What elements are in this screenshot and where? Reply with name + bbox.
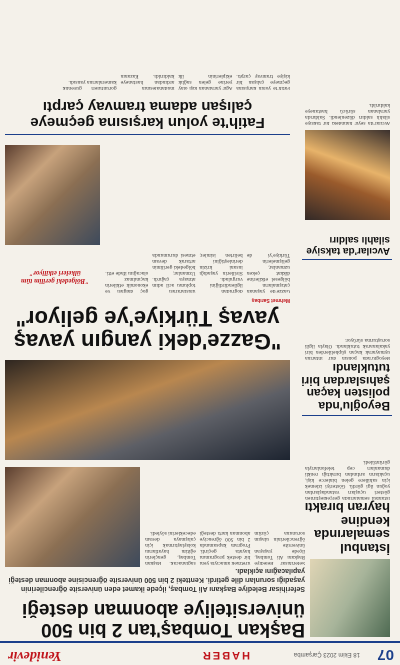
divider — [5, 134, 290, 135]
headline-istanbul: İstanbul semalarında kendine hayran bıraktı — [304, 500, 390, 556]
body-istanbul: İstanbul semalarında gerçekleştirilen gösteri uçuşları vatandaşlardan yoğun ilgi gördü. Gösteriyi izlemek için sahillere gelen binlerce kişi, uçakların ardından bıraktığı renkli dumanları cep telefonlarıyla görüntüledi. — [305, 459, 390, 500]
headline-police: Beyoğlu'nda polisten kaçan şahıslardan biri tutuklandı — [301, 361, 390, 413]
body-avcilar: Avcılar'da seyir halindeki bir taksiye silahlı saldırı düzenlendi. Saldırıda yaralanan sürücü hastaneye kaldırıldı. — [305, 102, 390, 125]
byline-gaza: Mehmet Sarıbaş — [251, 297, 290, 303]
pullquote-gaza: "Bölgedeki gerilim tüm ülkeleri etkiliyor" — [20, 269, 90, 285]
headline-top: Başkan Tombaş'tan 2 bin 500 üniversiteliye abonman desteği — [22, 599, 305, 640]
section-label: HABER — [200, 649, 250, 661]
body-bottom: Fatih'te yolun karşısına geçmeye çalışan bir kişiye tramvay çarptı. Ağır yaralanan kişi olay yerine gelen sağlık ekiplerinin ilk müdahalesinin ardından hastaneye kaldırıldı. Kazanın görüntüleri güvenlik kameralarına yansıdı. — [62, 73, 290, 90]
brand-logo: Yenidevir — [8, 648, 62, 663]
headline-gaza: "Gazze'deki yangın yavaş yavaş Türkiye'ye geliyor" — [13, 305, 282, 354]
headline-avcilar: Avcılar'da taksiye silahlı saldırı — [306, 234, 390, 256]
dateline: 18 Ekim 2023 Çarşamba — [293, 651, 360, 657]
photo-top — [5, 467, 140, 567]
photo-gaza — [5, 360, 290, 460]
headline-bottom: Fatih'te yolun karşısına geçmeye çalışan adama tramvay çarptı — [30, 98, 265, 131]
photo-gaza-small — [5, 145, 100, 245]
deck-top: Seferihisar Belediye Başkanı Ali Tombaş, ilçede ikamet eden üniversite öğrencilerinin yaşadığı sorunları dile getirdi. Kentteki 2 bin 500 üniversite öğrencisine abonman desteği yapılacağını açıkladı. — [8, 566, 305, 592]
divider — [302, 415, 392, 416]
photo-istanbul — [310, 559, 390, 637]
body-police: Beyoğlu'nda polisin dur ihtarına uymayarak kaçan şüphelilerden biri yakalanarak tutuklandı. Olayla ilgili soruşturma sürüyor. — [305, 337, 390, 360]
photo-avcilar — [305, 130, 390, 220]
body-gaza: Gazze'de yaşanan çatışmaların bölgesel etkilerine dikkat çeken uzmanlar, gelişmelerin Türkiye'yi de doğrudan ilgilendirdiğini vurguladı. Sivillerin yaşadığı insani krizin derinleştiğini belirten isimler, uluslararası toplumu acil adım atmaya çağırdı. Uzmanlar, bölgedeki gerilimin artarak devam etmesi durumunda göç dalgası ve ekonomik etkilerin kaçınılmaz olacağını ifade etti. — [105, 252, 290, 293]
masthead — [0, 641, 400, 665]
page-number: 07 — [377, 646, 394, 663]
body-top: Seferihisar Belediye Başkanı Ali Tombaş, ilçede yaşayan üniversite öğrencilerinin ulaşım sorununa çözüm üretmek amacıyla yeni bir destek programını hayata geçirdi. Program kapsamında 2 bin 500 öğrenciye abonman kartı desteği sağlanacak. Başkan Tombaş, gençlerin eğitim hayatlarını kolaylaştırmak için çalışmaya devam edeceklerini söyledi. — [145, 530, 305, 565]
divider — [302, 259, 392, 260]
